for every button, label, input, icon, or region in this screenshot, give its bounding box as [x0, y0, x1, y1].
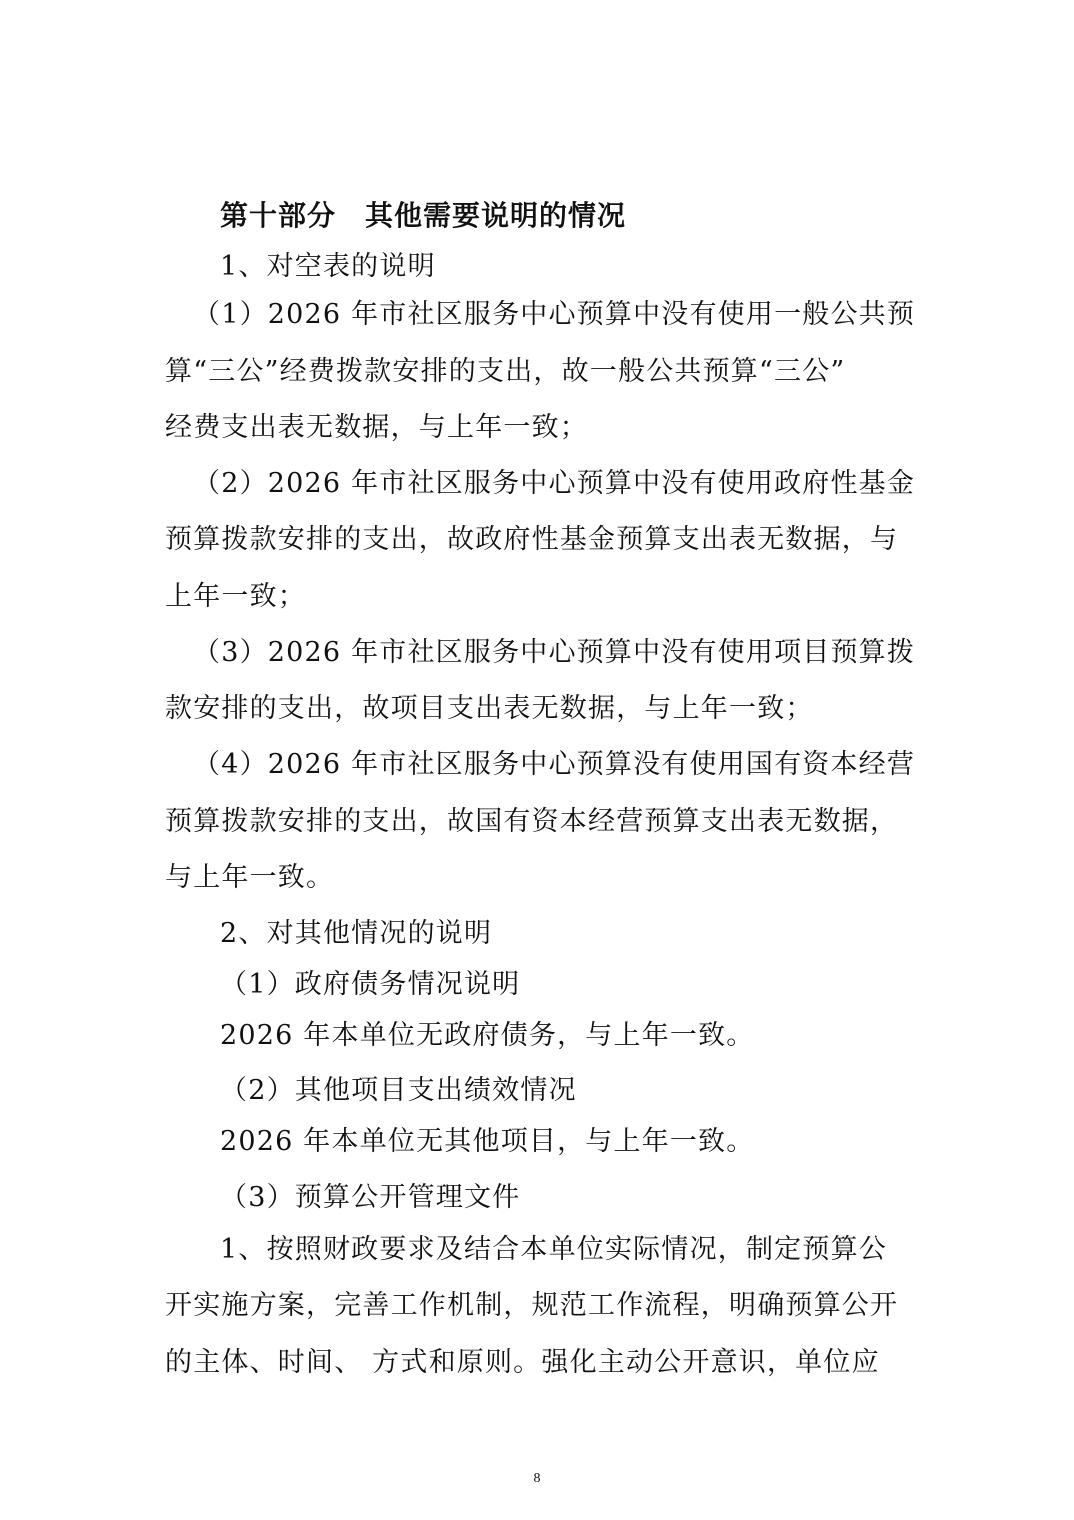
paragraph-line: 2026 年本单位无政府债务，与上年一致。: [220, 1020, 755, 1051]
paragraph-line: 经费支出表无数据，与上年一致；: [165, 412, 588, 443]
page-number: 8: [533, 1471, 541, 1486]
paragraph-line: 预算拨款安排的支出，故国有资本经营预算支出表无数据，: [165, 806, 899, 837]
section-heading: 第十部分 其他需要说明的情况: [220, 199, 627, 232]
paragraph-line: 上年一致；: [165, 581, 306, 612]
paragraph-line: （1）2026 年市社区服务中心预算中没有使用一般公共预: [193, 299, 916, 330]
paragraph-line: 2026 年本单位无其他项目，与上年一致。: [220, 1126, 755, 1157]
sub-item-title: （2）其他项目支出绩效情况: [220, 1075, 577, 1106]
sub-item-title: （1）政府债务情况说明: [220, 969, 521, 1000]
paragraph-line: （4）2026 年市社区服务中心预算没有使用国有资本经营: [193, 749, 916, 780]
subsection-title-other: 2、对其他情况的说明: [220, 918, 493, 949]
paragraph-line: （2）2026 年市社区服务中心预算中没有使用政府性基金: [193, 468, 916, 499]
paragraph-line: （3）2026 年市社区服务中心预算中没有使用项目预算拨: [193, 637, 916, 668]
paragraph-line: 的主体、时间、 方式和原则。强化主动公开意识，单位应: [165, 1347, 880, 1378]
sub-item-title: （3）预算公开管理文件: [220, 1182, 521, 1213]
subsection-title-empty-tables: 1、对空表的说明: [220, 251, 436, 282]
paragraph-line: 1、按照财政要求及结合本单位实际情况，制定预算公: [220, 1234, 887, 1265]
paragraph-line: 预算拨款安排的支出，故政府性基金预算支出表无数据，与: [165, 524, 899, 555]
paragraph-line: 算“三公”经费拨款安排的支出，故一般公共预算“三公”: [165, 356, 846, 387]
paragraph-line: 款安排的支出，故项目支出表无数据，与上年一致；: [165, 693, 814, 724]
paragraph-line: 与上年一致。: [165, 862, 335, 893]
paragraph-line: 开实施方案，完善工作机制，规范工作流程，明确预算公开: [165, 1290, 899, 1321]
